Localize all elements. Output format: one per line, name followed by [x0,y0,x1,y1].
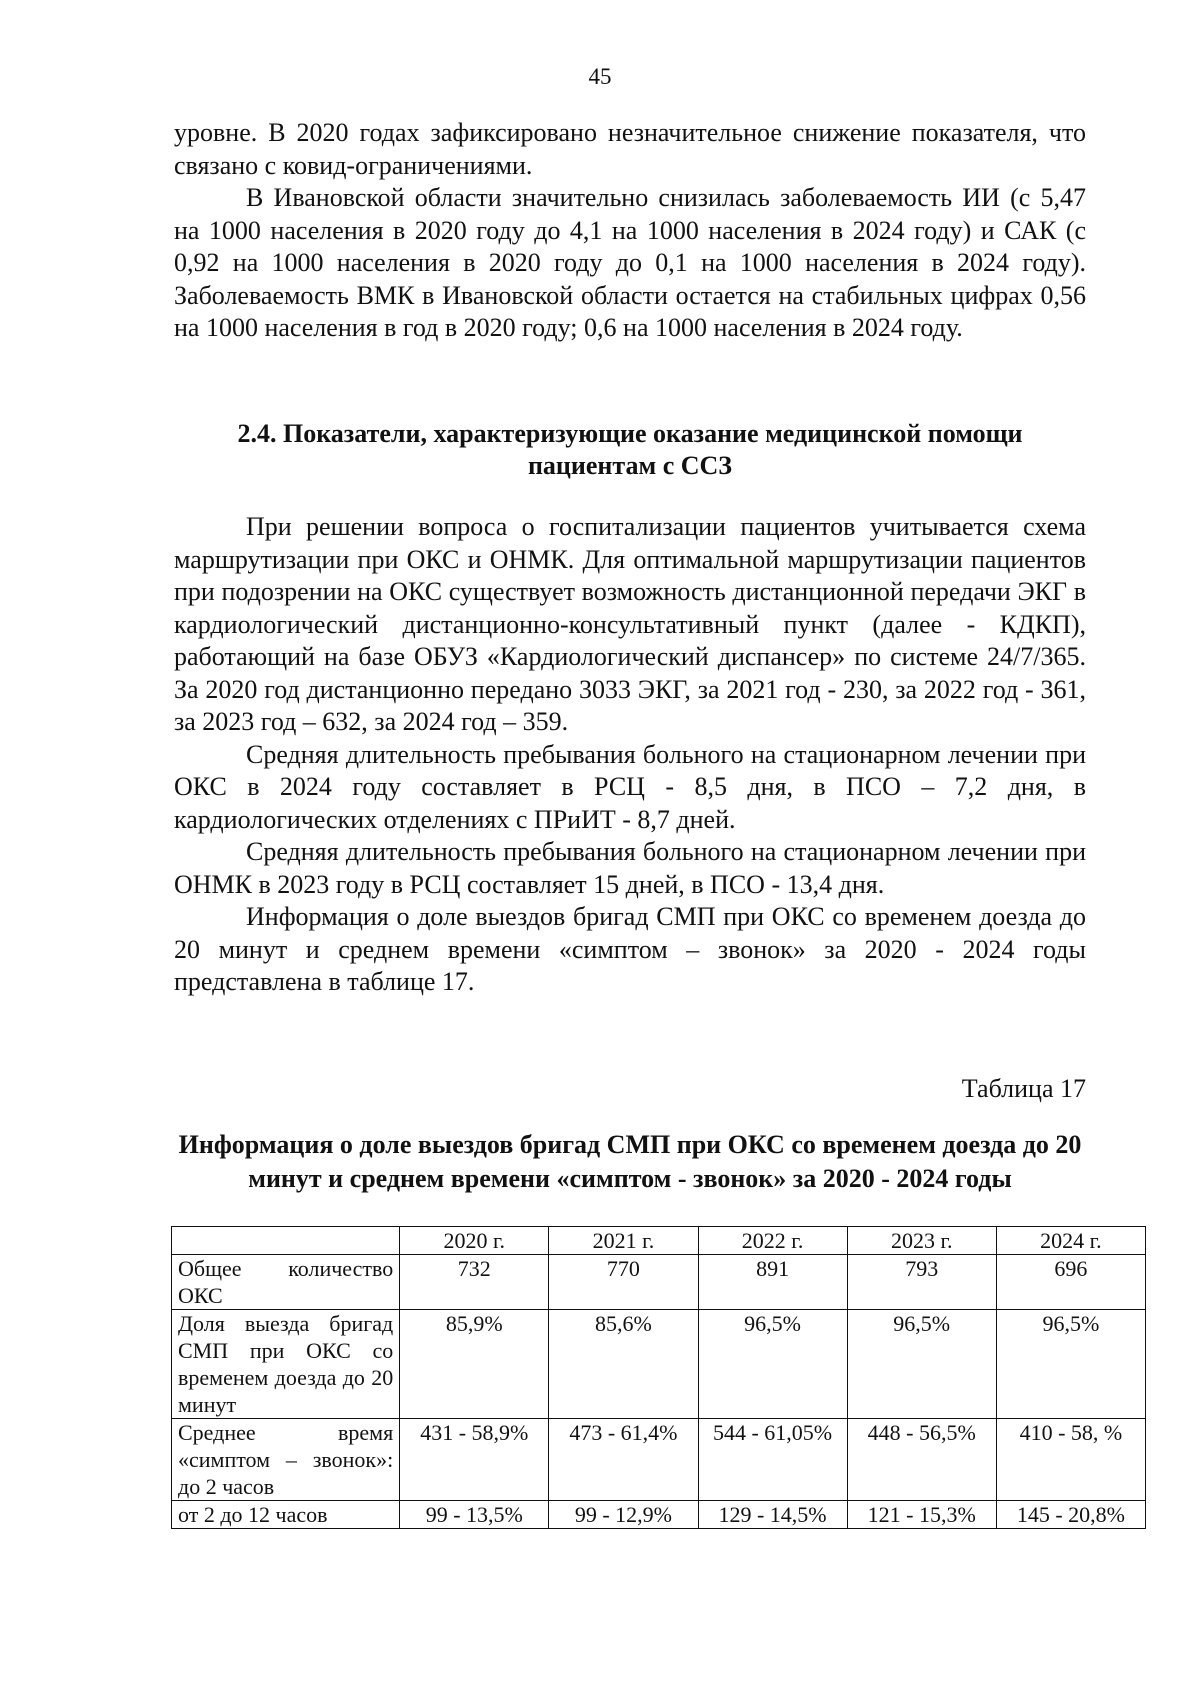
paragraph-incidence: В Ивановской области значительно снизилась заболеваемость ИИ (с 5,47 на 1000 населения в 2020 году до 4,1 на 1000 населения в 2024 году) и САК (с 0,92 на 1000 населения в 2020 году до 0,1 на 1000 населения в 2024 году). Заболеваемость ВМК в Ивановской области остается на стабильных цифрах 0,56 на 1000 населения в год в 2020 году; 0,6 на 1000 населения в 2024 году. [174,183,1086,342]
table-cell: 129 - 14,5% [698,1501,847,1529]
table-cell: 121 - 15,3% [847,1501,996,1529]
paragraph-table-intro: Информация о доле выездов бригад СМП при ОКС со временем доезда до 20 минут и среднем времени «симптом – звонок» за 2020 - 2024 годы представлена в таблице 17. [174,902,1086,996]
table-row [172,1255,1146,1310]
table-header-year: 2023 г. [847,1227,996,1255]
table-cell: 732 [400,1255,549,1310]
table-cell: 696 [996,1255,1145,1310]
table-cell: 410 - 58, % [996,1419,1145,1501]
table-header-year: 2022 г. [698,1227,847,1255]
table-cell: 431 - 58,9% [400,1419,549,1501]
paragraph-continuation: уровне. В 2020 годах зафиксировано незначительное снижение показателя, что связано с ковид-ограничениями. [174,118,1086,180]
table-row-label: Общее количество ОКС [172,1255,400,1310]
table-cell: 473 - 61,4% [549,1419,698,1501]
table-cell: 891 [698,1255,847,1310]
table-row [172,1501,1146,1529]
table-cell: 96,5% [996,1310,1145,1419]
section-body [174,511,1086,999]
section-heading: 2.4. Показатели, характеризующие оказание медицинской помощи пациентам с ССЗ [237,419,1023,480]
table-header-row [172,1227,1146,1255]
table-cell: 544 - 61,05% [698,1419,847,1501]
table-row-label: от 2 до 12 часов [172,1501,400,1529]
data-table [171,1226,1146,1529]
table-header-year: 2024 г. [996,1227,1145,1255]
table-row-label: Доля выезда бригад СМП при ОКС со временем доезда до 20 минут [172,1310,400,1419]
paragraph-oks-stay: Средняя длительность пребывания больного на стационарном лечении при ОКС в 2024 году составляет в РСЦ - 8,5 дня, в ПСО – 7,2 дня, в кардиологических отделениях с ПРиИТ - 8,7 дней. [174,739,1086,834]
table-cell: 145 - 20,8% [996,1501,1145,1529]
table-title: Информация о доле выездов бригад СМП при ОКС со временем доезда до 20 минут и среднем времени «симптом - звонок» за 2020 - 2024 годы [178,1130,1082,1193]
table-cell: 96,5% [847,1310,996,1419]
table-header-year: 2021 г. [549,1227,698,1255]
table-cell: 99 - 13,5% [400,1501,549,1529]
table-cell: 85,6% [549,1310,698,1419]
intro-text [174,117,1086,345]
paragraph-onmk-stay: Средняя длительность пребывания больного на стационарном лечении при ОНМК в 2023 году в РСЦ составляет 15 дней, в ПСО - 13,4 дня. [174,837,1086,899]
table-cell: 793 [847,1255,996,1310]
page-number: 45 [588,64,612,89]
table-header-year: 2020 г. [400,1227,549,1255]
table-cell: 770 [549,1255,698,1310]
table-cell: 99 - 12,9% [549,1501,698,1529]
table-cell: 96,5% [698,1310,847,1419]
table-row [172,1419,1146,1501]
paragraph-routing: При решении вопроса о госпитализации пациентов учитывается схема маршрутизации при ОКС и ОНМК. Для оптимальной маршрутизации пациентов при подозрении на ОКС существует возможность дистанционной передачи ЭКГ в кардиологический дистанционно-консультативный пункт (далее - КДКП), работающий на базе ОБУЗ «Кардиологический диспансер» по системе 24/7/365. За 2020 год дистанционно передано 3033 ЭКГ, за 2021 год - 230, за 2022 год - 361, за 2023 год – 632, за 2024 год – 359. [174,512,1086,736]
table-row [172,1310,1146,1419]
table-row-label: Среднее время «симптом – звонок»: до 2 часов [172,1419,400,1501]
table-cell: 448 - 56,5% [847,1419,996,1501]
table-header-empty [172,1227,400,1255]
table-caption: Таблица 17 [961,1074,1086,1103]
table-cell: 85,9% [400,1310,549,1419]
